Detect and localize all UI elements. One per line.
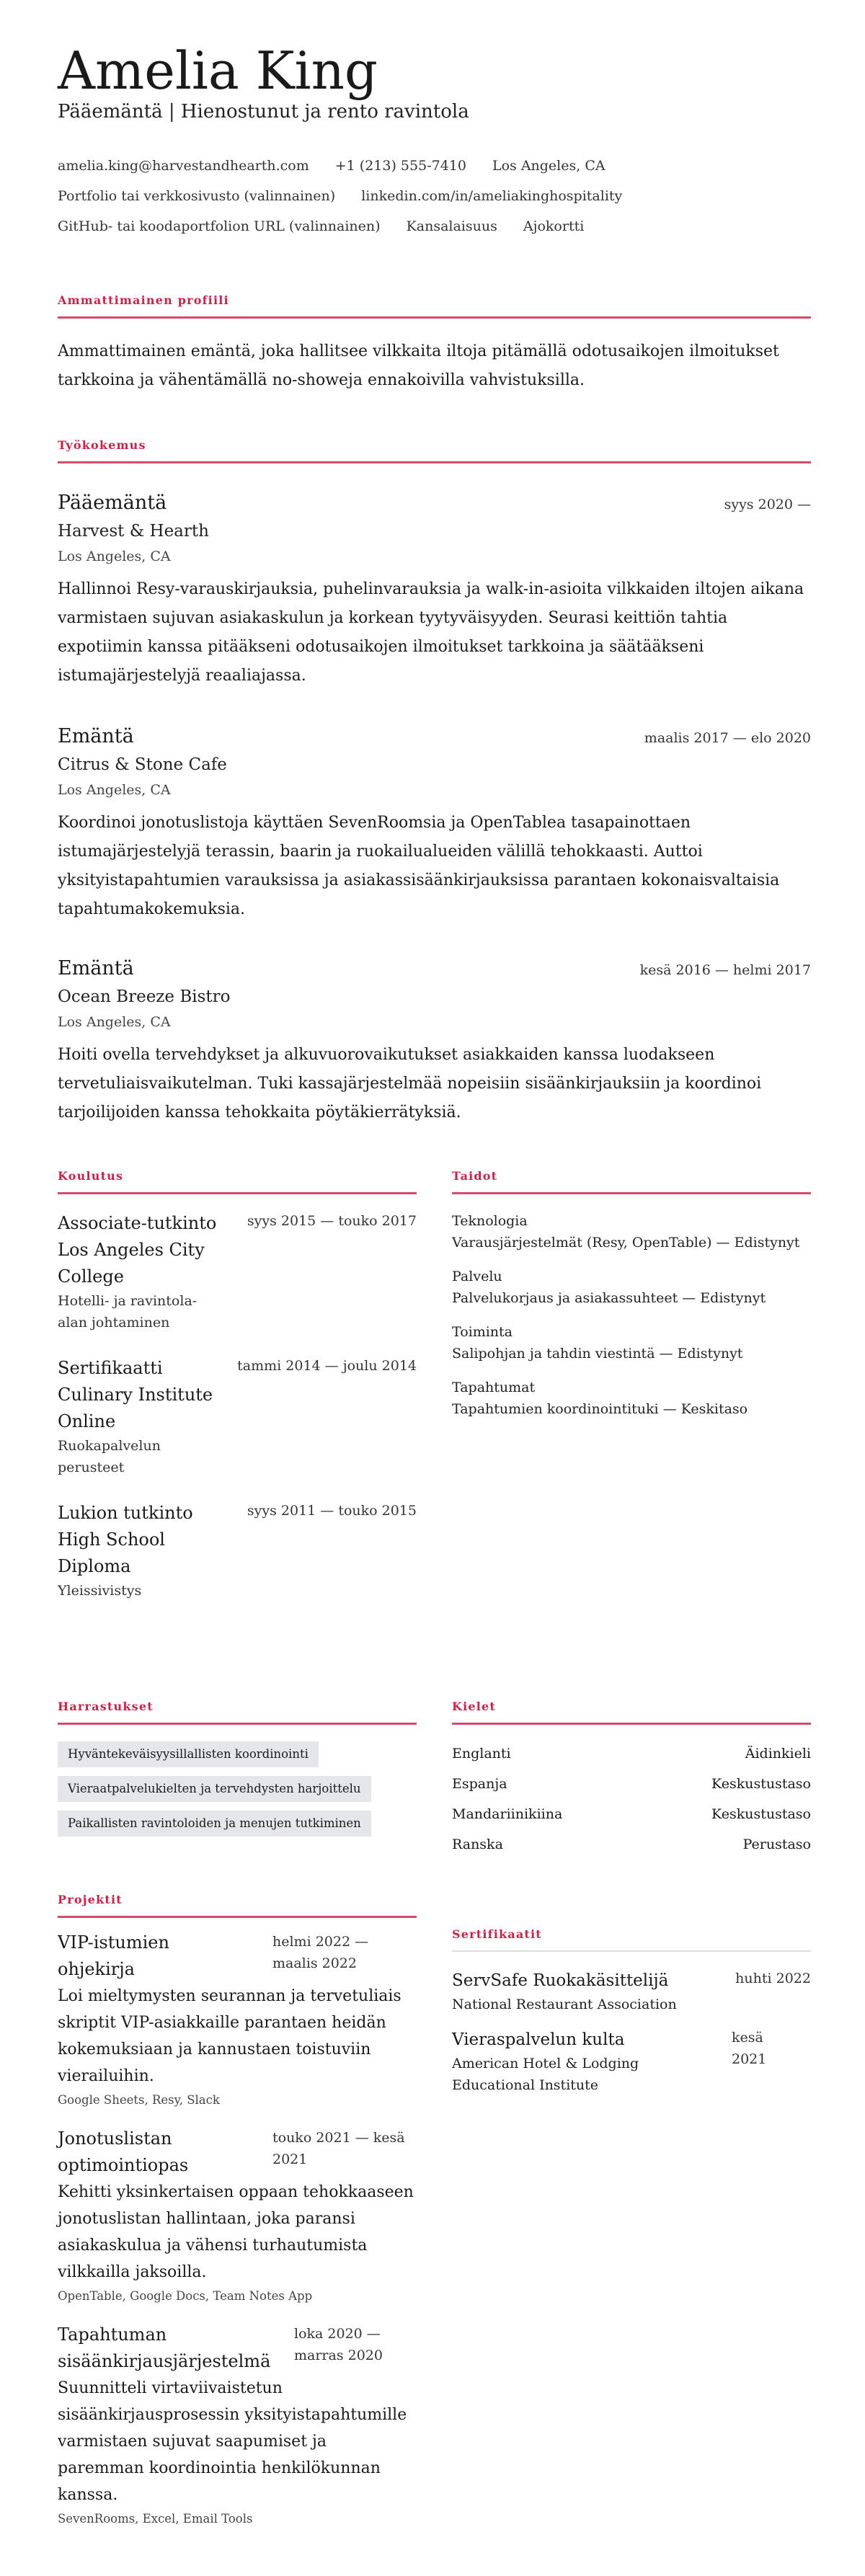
degree: Associate-tutkinto <box>58 1213 217 1233</box>
section-divider <box>58 1723 417 1725</box>
skill-group <box>452 1321 811 1364</box>
hobbies-section <box>58 1698 417 1845</box>
job-location: Los Angeles, CA <box>58 548 171 564</box>
certification-issuer: American Hotel & Lodging Educational Institute <box>452 2056 639 2093</box>
email-link[interactable]: amelia.king@harvestandhearth.com <box>58 158 309 174</box>
job-company: Ocean Breeze Bistro <box>58 987 231 1006</box>
job-title: Emäntä <box>58 957 134 980</box>
certification-name: ServSafe Ruokakäsittelijä <box>452 1971 669 1990</box>
language-row <box>452 1829 811 1860</box>
job-dates: maalis 2017 — elo 2020 <box>644 730 811 746</box>
project-dates: loka 2020 — marras 2020 <box>294 2326 383 2363</box>
certification-name: Vieraspalvelun kulta <box>452 2030 625 2049</box>
education-entry <box>58 1210 417 1333</box>
certification-entry <box>452 1968 811 2015</box>
field: Ruokapalvelun perusteet <box>58 1438 161 1475</box>
section-divider <box>58 1916 417 1918</box>
job-entry <box>58 489 811 690</box>
language-level: Keskustustaso <box>711 1806 811 1822</box>
job-dates: syys 2020 — <box>724 497 811 512</box>
school: High School Diploma <box>58 1529 165 1576</box>
section-heading: Projektit <box>58 1893 123 1906</box>
job-title: Emäntä <box>58 725 134 747</box>
skill-group <box>452 1210 811 1253</box>
hobby-tag: Hyväntekeväisyysillallisten koordinointi <box>58 1741 319 1767</box>
education-dates: syys 2015 — touko 2017 <box>247 1213 417 1229</box>
section-heading: Harrastukset <box>58 1700 154 1713</box>
education-entry <box>58 1500 417 1602</box>
phone[interactable]: +1 (213) 555-7410 <box>334 158 466 174</box>
school: Culinary Institute Online <box>58 1385 213 1431</box>
section-divider <box>58 316 811 319</box>
project-dates: touko 2021 — kesä 2021 <box>272 2130 405 2167</box>
linkedin-link[interactable]: linkedin.com/in/ameliakinghospitality <box>361 188 623 204</box>
job-dates: kesä 2016 — helmi 2017 <box>639 962 811 978</box>
project-title: Tapahtuman sisäänkirjausjärjestelmä <box>58 2324 271 2371</box>
section-heading: Ammattimainen profiili <box>58 293 229 307</box>
field: Hotelli- ja ravintola-alan johtaminen <box>58 1293 198 1331</box>
project-tech: SevenRooms, Excel, Email Tools <box>58 2512 253 2526</box>
language-level: Keskustustaso <box>711 1776 811 1792</box>
job-entry <box>58 954 811 1127</box>
skill-category: Tapahtumat <box>452 1380 536 1395</box>
project-description: Kehitti yksinkertaisen oppaan tehokkaaseen jonotuslistan hallintaan, joka paransi asiakaskulua ja vähensi turhautumista vilkkailla jaksoilla. <box>58 2183 414 2281</box>
contact-info <box>58 156 811 247</box>
section-divider <box>452 1192 811 1194</box>
certification-issuer: National Restaurant Association <box>452 1997 677 2012</box>
job-location: Los Angeles, CA <box>58 1014 171 1030</box>
profile-section <box>58 292 811 395</box>
job-company: Harvest & Hearth <box>58 522 209 541</box>
projects-section <box>58 1891 417 2530</box>
section-heading: Sertifikaatit <box>452 1927 542 1941</box>
headline: Pääemäntä | Hienostunut ja rento ravintola <box>58 101 469 123</box>
certifications-section <box>452 1926 811 2096</box>
job-entry <box>58 722 811 924</box>
skill-category: Palvelu <box>452 1269 502 1284</box>
candidate-name: Amelia King <box>58 40 378 101</box>
section-heading: Työkokemus <box>58 438 146 452</box>
section-divider <box>58 461 811 463</box>
project-tech: Google Sheets, Resy, Slack <box>58 2093 220 2107</box>
section-heading: Kielet <box>452 1700 497 1713</box>
hobby-tag: Vieraatpalvelukielten ja tervehdysten harjoittelu <box>58 1776 371 1802</box>
certification-entry <box>452 2027 811 2096</box>
github-link[interactable]: GitHub- tai koodaportfolion URL (valinnainen) <box>58 218 381 234</box>
certification-date: kesä 2021 <box>732 2030 767 2067</box>
job-location: Los Angeles, CA <box>58 782 171 798</box>
education-dates: tammi 2014 — joulu 2014 <box>237 1358 417 1374</box>
job-description: Koordinoi jonotuslistoja käyttäen SevenRoomsia ja OpenTablea tasapainottaen istumajärjestelyjä terassin, baarin ja ruokailualueiden välillä tehokkaasti. Auttoi yksityistapahtumien varauksissa ja asiakassisäänkirjauksissa parantaen kokonaisvaltaisia tapahtumakokemuksia. <box>58 814 780 918</box>
profile-text: Ammattimainen emäntä, joka hallitsee vilkkaita iltoja pitämällä odotusaikojen ilmoitukset tarkkoina ja vähentämällä no-showeja ennakoivilla vahvistuksilla. <box>58 342 779 389</box>
skill-detail: Palvelukorjaus ja asiakassuhteet — Edistynyt <box>452 1290 766 1306</box>
project-title: Jonotuslistan optimointiopas <box>58 2128 189 2175</box>
language-name: Englanti <box>452 1746 511 1762</box>
skill-detail: Tapahtumien koordinointituki — Keskitaso <box>452 1401 748 1417</box>
project-description: Suunnitteli virtaviivaistetun sisäänkirjausprosessin yksityistapahtumille varmistaen sujuvat saapumiset ja paremman koordinointia henkilökunnan kanssa. <box>58 2379 407 2504</box>
language-level: Perustaso <box>742 1836 811 1852</box>
language-name: Mandariinikiina <box>452 1806 563 1822</box>
job-description: Hoiti ovella tervehdykset ja alkuvuorovaikutukset asiakkaiden kanssa luodakseen tervetuliaisvaikutelman. Tuki kassajärjestelmää nopeisiin sisäänkirjauksiin ja koordinoi tarjoilijoiden kanssa tehokkaita pöytäkierrätyksiä. <box>58 1046 762 1122</box>
job-company: Citrus & Stone Cafe <box>58 755 227 774</box>
section-divider <box>58 1192 417 1194</box>
location: Los Angeles, CA <box>492 158 606 174</box>
field: Yleissivistys <box>58 1583 142 1599</box>
project-title: VIP-istumien ohjekirja <box>58 1932 169 1979</box>
section-heading: Koulutus <box>58 1169 124 1183</box>
certification-date: huhti 2022 <box>735 1971 811 1986</box>
skill-category: Toiminta <box>452 1324 513 1340</box>
language-row <box>452 1799 811 1829</box>
language-name: Espanja <box>452 1776 507 1792</box>
section-heading: Taidot <box>452 1169 498 1183</box>
skill-category: Teknologia <box>452 1213 528 1229</box>
hobby-tag: Paikallisten ravintoloiden ja menujen tutkiminen <box>58 1811 371 1836</box>
degree: Lukion tutkinto <box>58 1503 193 1523</box>
section-divider <box>452 1950 811 1952</box>
project-dates: helmi 2022 — maalis 2022 <box>272 1934 369 1971</box>
skill-detail: Salipohjan ja tahdin viestintä — Edistynyt <box>452 1346 743 1362</box>
degree: Sertifikaatti <box>58 1358 163 1378</box>
languages-section <box>452 1698 811 1860</box>
education-entry <box>58 1355 417 1478</box>
experience-section <box>58 437 811 463</box>
skill-detail: Varausjärjestelmät (Resy, OpenTable) — Edistynyt <box>452 1235 800 1251</box>
language-row <box>452 1738 811 1769</box>
education-dates: syys 2011 — touko 2015 <box>247 1503 417 1519</box>
project-entry <box>58 2322 417 2530</box>
language-name: Ranska <box>452 1836 503 1852</box>
skill-group <box>452 1266 811 1309</box>
job-description: Hallinnoi Resy-varauskirjauksia, puhelinvarauksia ja walk-in-asioita vilkkaiden iltojen aikana varmistaen sujuvan asiakaskulun ja korkean tyytyväisyyden. Seurasi keittiön tahtia expotiimin kanssa pitääkseni odotusaikojen ilmoitukset tarkkoina ja säätääkseni istumajärjestelyjä reaaliajassa. <box>58 580 804 685</box>
drivers-license: Ajokortti <box>523 218 585 234</box>
section-divider <box>452 1723 811 1725</box>
project-tech: OpenTable, Google Docs, Team Notes App <box>58 2289 313 2303</box>
school: Los Angeles City College <box>58 1240 205 1287</box>
portfolio-link[interactable]: Portfolio tai verkkosivusto (valinnainen) <box>58 188 336 204</box>
skill-group <box>452 1377 811 1420</box>
job-title: Pääemäntä <box>58 492 167 514</box>
language-row <box>452 1769 811 1799</box>
project-entry <box>58 2126 417 2307</box>
skills-section <box>452 1168 811 1420</box>
citizenship: Kansalaisuus <box>406 218 497 234</box>
education-section <box>58 1168 417 1602</box>
project-description: Loi mieltymysten seurannan ja tervetuliais skriptit VIP-asiakkaille parantaen heidän kokemuksiaan ja kannustaen toistuviin vierailuihin. <box>58 1987 402 2085</box>
project-entry <box>58 1929 417 2111</box>
language-level: Äidinkieli <box>745 1746 811 1762</box>
